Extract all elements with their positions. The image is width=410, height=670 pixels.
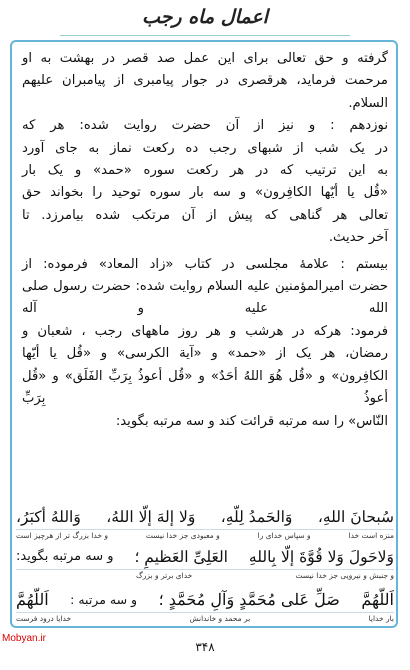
arabic-phrase: وَلا إلهَ إلّا اللهُ،	[106, 508, 196, 526]
page-title: اعمال ماه رجب	[142, 6, 268, 28]
arabic-phrase: اَللّهُمَّ	[16, 590, 49, 609]
arabic-phrase: العَلِیِّ العَظیمِ ؛	[134, 548, 228, 566]
arabic-phrase: سُبحانَ اللهِ،	[317, 508, 394, 526]
translation-phrase: بار خدایا	[368, 614, 394, 623]
translation-phrase: و جنبش و نیرویی جز خدا نیست	[295, 571, 394, 580]
header-divider	[60, 35, 350, 36]
arabic-instruction: و سه مرتبه بگوید:	[16, 549, 114, 564]
paragraph-2	[22, 115, 388, 249]
p2-line: به این ترتیب که در هر رکعت سوره «حمد» و یک بار	[22, 163, 388, 179]
translation-phrase: خدای برتر و بزرگ	[136, 571, 193, 580]
translation-phrase: و سپاس خدای را	[257, 531, 311, 540]
p1-line: مرحمت فرماید، هرقصری در جوار پیامبری از پیامبران علیهم السلام.	[22, 73, 388, 111]
p2-line: نوزدهم : و نیز از آن حضرت روایت شده: هر که	[22, 118, 388, 134]
p3-line: الکافِرون» و «قُل هُوَ اللهُ أحَدٌ» و «قُل أعوذُ بِرَبِّ الفَلَق» و «قُل أعوذُ بِرَبِّ	[22, 368, 388, 407]
translation-line	[16, 612, 394, 624]
p2-line: تعالی هر گناهی که پیش از آن مرتکب شده بیامرزد. تا	[22, 207, 388, 223]
translation-phrase: خدایا درود فرست	[16, 614, 72, 623]
arabic-phrase: وَالحَمدُ لِلّهِ،	[220, 508, 293, 526]
body-text	[22, 48, 388, 433]
translation-phrase: و معبودی جز خدا نیست	[145, 531, 220, 540]
arabic-line	[16, 505, 394, 529]
p3-line: بیستم : علامۀ مجلسی در کتاب «زاد المعاد» فرموده: از	[22, 256, 388, 272]
p2-line: «قُل یا أیّها الکافِرون» و سه بار سوره توحید را بخواند حق	[22, 185, 388, 201]
paragraph-3	[22, 254, 388, 433]
paragraph-1	[22, 48, 388, 115]
arabic-dhikr-2	[16, 545, 394, 581]
translation-line	[16, 529, 394, 541]
arabic-dhikr-1	[16, 505, 394, 541]
translation-phrase: منزه است خدا	[348, 531, 394, 540]
translation-line	[16, 569, 394, 581]
p2-line: آخر حدیث.	[328, 230, 388, 246]
p3-line: النّاس» را سه مرتبه قرائت کند و سه مرتبه بگوید:	[115, 413, 388, 429]
site-watermark: Mobyan.ir	[2, 633, 46, 644]
arabic-dhikr-3	[16, 588, 394, 624]
arabic-line	[16, 588, 394, 612]
arabic-phrase: وَاللهُ أكبَرُ،	[16, 508, 81, 526]
p3-line: فرمود: هرکه در هرشب و هر روز ماههای رجب ، شعبان و	[22, 323, 388, 339]
arabic-phrase: وَلاحَولَ وَلا قُوَّةَ إلّا بِاللهِ	[248, 548, 394, 566]
arabic-line	[16, 545, 394, 569]
p3-line: رمضان، هر یک از «حمد» و «آیة الکرسی» و «قُل یا أیّها	[22, 346, 388, 362]
arabic-instruction: و سه مرتبه :	[70, 592, 138, 607]
p3-line: حضرت امیرالمؤمنین علیه السلام روایت شده: حضرت رسول صلی الله علیه و آله	[22, 279, 388, 317]
translation-phrase: بر محمد و خاندانش	[189, 614, 251, 623]
p1-line: گرفته و حق تعالی برای این عمل صد قصر در بهشت به او	[22, 51, 388, 66]
translation-phrase: و خدا بزرگ تر از هرچیز است	[16, 531, 108, 540]
page-number: ۳۴۸	[195, 640, 215, 654]
arabic-phrase: صَلِّ عَلی مُحَمَّدٍ وَآلِ مُحَمَّدٍ ؛	[158, 590, 340, 609]
arabic-phrase: اَللّهُمَّ	[361, 590, 394, 609]
p2-line: در یک شب از شبهای رجب ده رکعت نماز به جای آورد	[22, 140, 388, 156]
page-header	[0, 2, 410, 38]
